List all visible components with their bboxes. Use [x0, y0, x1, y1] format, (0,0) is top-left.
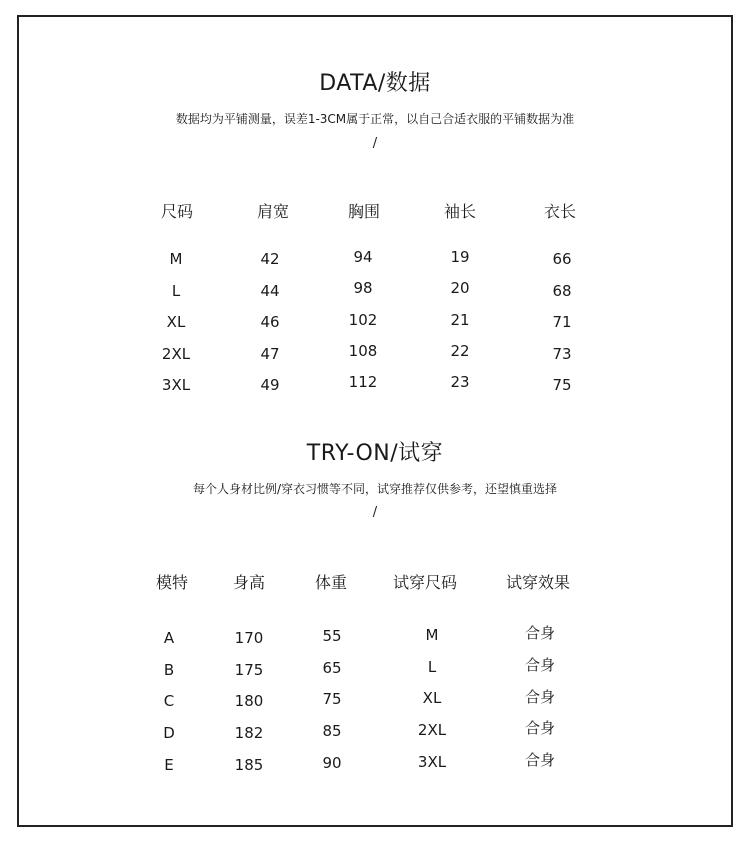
tryon-cell: 75: [322, 690, 342, 708]
tryon-cell: 175: [234, 661, 264, 679]
tryon-cell: 182: [234, 724, 264, 742]
tryon-cell: L: [427, 658, 437, 676]
size-cell: 46: [260, 313, 280, 331]
tryon-cell: XL: [422, 689, 442, 707]
size-cell: 2XL: [161, 345, 191, 363]
tryon-header-cell: 身高: [232, 573, 266, 592]
size-cell: 108: [348, 342, 378, 360]
size-cell: 19: [450, 248, 470, 266]
size-header-cell: 尺码: [160, 202, 194, 221]
size-cell: XL: [166, 313, 186, 331]
data-title: DATA/数据: [319, 71, 431, 96]
tryon-cell: 合身: [524, 624, 556, 642]
size-cell: 44: [260, 282, 280, 300]
tryon-cell: M: [425, 626, 439, 644]
size-cell: 23: [450, 373, 470, 391]
tryon-cell: 3XL: [417, 753, 447, 771]
data-note: 数据均为平铺测量，误差1-3CM属于正常，以自己合适衣服的平铺数据为准: [175, 112, 575, 126]
size-header-cell: 胸围: [347, 202, 381, 221]
tryon-cell: 合身: [524, 656, 556, 674]
tryon-cell: 合身: [524, 751, 556, 769]
tryon-header-cell: 体重: [314, 573, 348, 592]
size-cell: 21: [450, 311, 470, 329]
tryon-cell: 170: [234, 629, 264, 647]
tryon-cell: 180: [234, 692, 264, 710]
size-cell: L: [171, 282, 181, 300]
size-cell: M: [169, 250, 183, 268]
tryon-cell: 85: [322, 722, 342, 740]
tryon-cell: B: [163, 661, 175, 679]
size-header-cell: 肩宽: [256, 202, 290, 221]
tryon-cell: E: [164, 756, 174, 774]
size-cell: 3XL: [161, 376, 191, 394]
size-cell: 112: [348, 373, 378, 391]
tryon-header-cell: 试穿效果: [505, 573, 571, 592]
size-cell: 94: [353, 248, 373, 266]
size-cell: 102: [348, 311, 378, 329]
tryon-cell: 90: [322, 754, 342, 772]
tryon-header-cell: 试穿尺码: [392, 573, 458, 592]
size-cell: 42: [260, 250, 280, 268]
tryon-cell: 合身: [524, 688, 556, 706]
tryon-note: 每个人身材比例/穿衣习惯等不同，试穿推荐仅供参考，还望慎重选择: [192, 482, 558, 496]
tryon-cell: D: [163, 724, 175, 742]
size-cell: 68: [552, 282, 572, 300]
tryon-cell: 55: [322, 627, 342, 645]
size-cell: 73: [552, 345, 572, 363]
size-header-cell: 袖长: [443, 202, 477, 221]
tryon-cell: A: [163, 629, 175, 647]
tryon-cell: 185: [234, 756, 264, 774]
data-divider-slash: /: [372, 136, 378, 151]
tryon-header-cell: 模特: [155, 573, 189, 592]
tryon-cell: 合身: [524, 719, 556, 737]
size-cell: 75: [552, 376, 572, 394]
size-cell: 71: [552, 313, 572, 331]
tryon-cell: 2XL: [417, 721, 447, 739]
size-cell: 98: [353, 279, 373, 297]
tryon-cell: 65: [322, 659, 342, 677]
tryon-title: TRY-ON/试穿: [306, 441, 444, 466]
size-cell: 66: [552, 250, 572, 268]
size-cell: 47: [260, 345, 280, 363]
tryon-cell: C: [163, 692, 175, 710]
size-cell: 22: [450, 342, 470, 360]
size-header-cell: 衣长: [543, 202, 577, 221]
tryon-divider-slash: /: [372, 505, 378, 520]
size-cell: 49: [260, 376, 280, 394]
size-cell: 20: [450, 279, 470, 297]
